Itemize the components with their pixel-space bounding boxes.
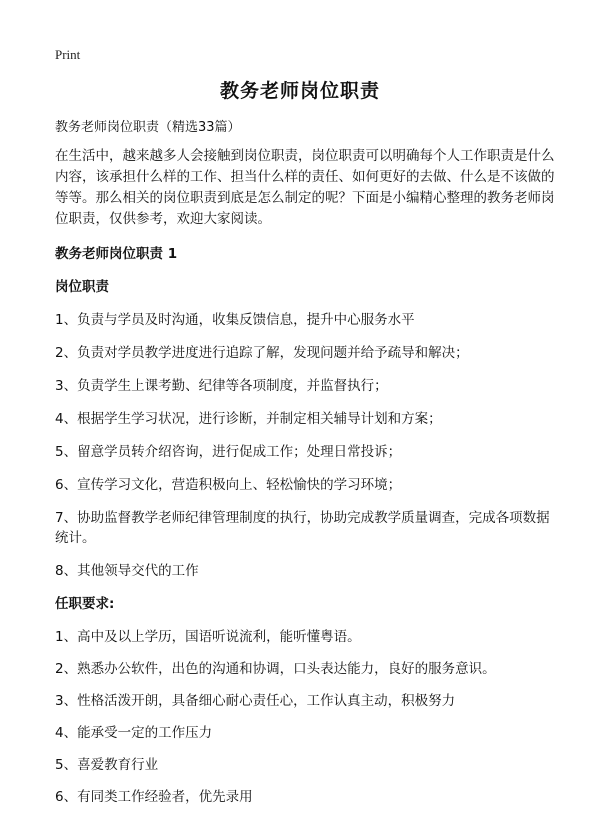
requirement-item: 3、性格活泼开朗，具备细心耐心责任心，工作认真主动，积极努力 (55, 693, 456, 709)
duty-item: 8、其他领导交代的工作 (55, 563, 199, 579)
requirement-item: 5、喜爱教育行业 (55, 757, 159, 773)
print-link[interactable]: Print (55, 47, 81, 62)
document-subtitle: 教务老师岗位职责（精选33篇） (55, 120, 241, 135)
intro-paragraph: 在生活中，越来越多人会接触到岗位职责，岗位职责可以明确每个人工作职责是什么内容，该承担什么样的工作、担当什么样的责任、如何更好的去做、什么是不该做的等等。那么相关的岗位职责到底是怎么制定的呢？下面是小编精心整理的教务老师岗位职责，仅供参考，欢迎大家阅读。 (55, 148, 555, 227)
document-body (55, 118, 555, 819)
section-title: 教务老师岗位职责 1 (55, 246, 178, 262)
requirements-heading: 任职要求: (55, 596, 115, 612)
duty-item: 3、负责学生上课考勤、纪律等各项制度，并监督执行； (55, 378, 388, 394)
requirements-list (55, 627, 555, 807)
requirement-item: 4、能承受一定的工作压力 (55, 725, 213, 741)
requirement-item: 1、高中及以上学历，国语听说流利，能听懂粤语。 (55, 629, 361, 645)
duty-item: 6、宣传学习文化，营造积极向上、轻松愉快的学习环境； (55, 477, 402, 493)
requirement-item: 2、熟悉办公软件，出色的沟通和协调，口头表达能力，良好的服务意识。 (55, 661, 496, 677)
duty-item: 4、根据学生学习状况，进行诊断，并制定相关辅导计划和方案； (55, 411, 442, 427)
duty-item: 5、留意学员转介绍咨询，进行促成工作；处理日常投诉； (55, 444, 402, 460)
duties-heading: 岗位职责 (55, 279, 109, 295)
duty-item: 2、负责对学员教学进度进行追踪了解，发现问题并给予疏导和解决； (55, 345, 469, 361)
page-title: 教务老师岗位职责 (219, 80, 380, 102)
duty-item: 1、负责与学员及时沟通，收集反馈信息，提升中心服务水平 (55, 312, 415, 328)
duty-item: 7、协助监督教学老师纪律管理制度的执行，协助完成教学质量调查，完成各项数据统计。 (55, 510, 550, 546)
duties-list (55, 310, 555, 581)
requirement-item: 6、有同类工作经验者，优先录用 (55, 789, 253, 805)
